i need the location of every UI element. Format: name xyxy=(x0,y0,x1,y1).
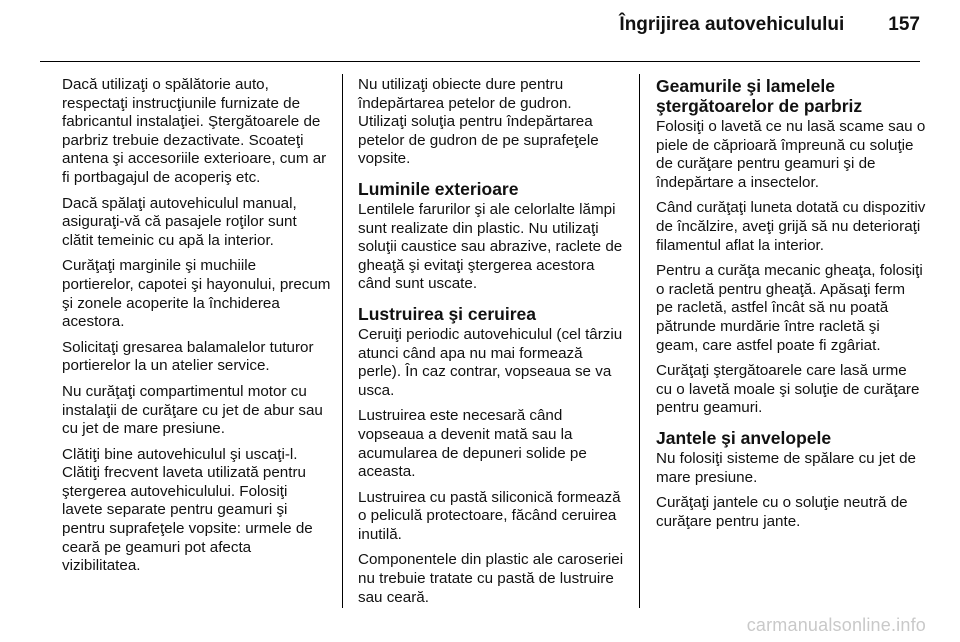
paragraph-no-high-pressure: Nu folosiţi sisteme de spălare cu jet de mare presiune. xyxy=(656,449,917,486)
column-divider-1 xyxy=(342,74,343,608)
paragraph-hinges: Solicitaţi gresarea balamalelor tuturor portierelor la un atelier service. xyxy=(62,338,314,375)
column-2 xyxy=(358,76,624,614)
page-header xyxy=(40,14,920,36)
paragraph-silicone-paste: Lustruirea cu pastă siliconică formează o peliculă protectoare, făcând ceruirea inutilă. xyxy=(358,488,621,543)
paragraph-lights: Lentilele farurilor şi ale celorlalte lămpi sunt realizate din plastic. Nu utilizaţi soluţii caustice sau abrazive, raclete de gheaţă şi evitaţi ştergerea acestora când sunt uscate. xyxy=(358,200,623,293)
paragraph-car-wash: Dacă utilizaţi o spălătorie auto, respectaţi instrucţiunile furnizate de fabricantul instalaţiei. Ştergătoarele de parbriz trebuie dezactivate. Scoateţi antena şi accesoriile exterioare, cum ar fi portbagajul de acoperiş etc. xyxy=(62,76,327,186)
page-number: 157 xyxy=(888,14,920,35)
paragraph-wiper-cleaning: Curăţaţi ştergătoarele care lasă urme cu o lavetă moale şi soluţie de curăţare pentru geamuri. xyxy=(656,362,920,417)
paragraph-wheel-cleaner: Curăţaţi jantele cu o soluţie neutră de curăţare pentru jante. xyxy=(656,494,908,530)
paragraph-rinse-dry: Clătiţi bine autovehiculul şi uscaţi-l. Clătiţi frecvent laveta utilizată pentru ştergerea autovehiculului. Folosiţi lavete separate pentru geamuri şi pentru suprafeţele vopsite: urmele de ceară pe geamuri pot afecta vizibilitatea. xyxy=(62,445,313,575)
column-3 xyxy=(656,76,926,538)
paragraph-polishing: Lustruirea este necesară când vopseaua a devenit mată sau la acumularea de depuneri solide pe aceasta. xyxy=(358,407,587,481)
page-title: Îngrijirea autovehiculului xyxy=(619,14,845,35)
paragraph-engine-bay: Nu curăţaţi compartimentul motor cu instalaţii de curăţare cu jet de abur sau cu jet de mare presiune. xyxy=(62,382,323,438)
paragraph-plastic-parts: Componentele din plastic ale caroseriei nu trebuie tratate cu pastă de lustruire sau ceară. xyxy=(358,551,624,606)
paragraph-ice-scraper: Pentru a curăţa mecanic gheaţa, folosiţi o racletă pentru gheaţă. Apăsaţi ferm pe racletă, astfel încât să nu poată pătrunde murdărie între racletă şi geam, care astfel poate fi zgâriat. xyxy=(656,262,923,354)
heading-windows-wipers: Geamurile şi lamelele ştergătoarelor de parbriz xyxy=(656,76,863,116)
watermark: carmanualsonline.info xyxy=(746,615,926,635)
paragraph-lint-free-cloth: Folosiţi o lavetă ce nu lasă scame sau o piele de căprioară împreună cu soluţie de curăţare pentru geamuri şi de îndepărtare a insectelor. xyxy=(656,118,926,191)
heading-polishing-waxing: Lustruirea şi ceruirea xyxy=(358,303,536,324)
paragraph-door-edges: Curăţaţi marginile şi muchiile portierelor, capotei şi hayonului, precum şi zonele acoperite la închiderea acestora. xyxy=(62,257,331,331)
heading-exterior-lights: Luminile exterioare xyxy=(358,178,519,199)
header-divider xyxy=(40,61,920,62)
column-divider-2 xyxy=(639,74,640,608)
paragraph-manual-wash: Dacă spălaţi autovehiculul manual, asiguraţi-vă că pasajele roţilor sunt clătit temeinic cu apă la interior. xyxy=(62,194,297,249)
paragraph-heated-rear-window: Când curăţaţi luneta dotată cu dispozitiv de încălzire, aveţi grijă să nu deterioraţi filamentul aflat la interior. xyxy=(656,199,926,254)
column-1 xyxy=(62,76,332,583)
paragraph-waxing: Ceruiţi periodic autovehiculul (cel târziu atunci când apa nu mai formează perle). În caz contrar, vopseaua se va usca. xyxy=(358,325,623,399)
paragraph-tar-removal: Nu utilizaţi obiecte dure pentru îndepărtarea petelor de gudron. Utilizaţi soluţia pentru îndepărtarea petelor de gudron de pe suprafeţele vopsite. xyxy=(358,76,599,168)
heading-wheels-tyres: Jantele şi anvelopele xyxy=(656,427,832,448)
